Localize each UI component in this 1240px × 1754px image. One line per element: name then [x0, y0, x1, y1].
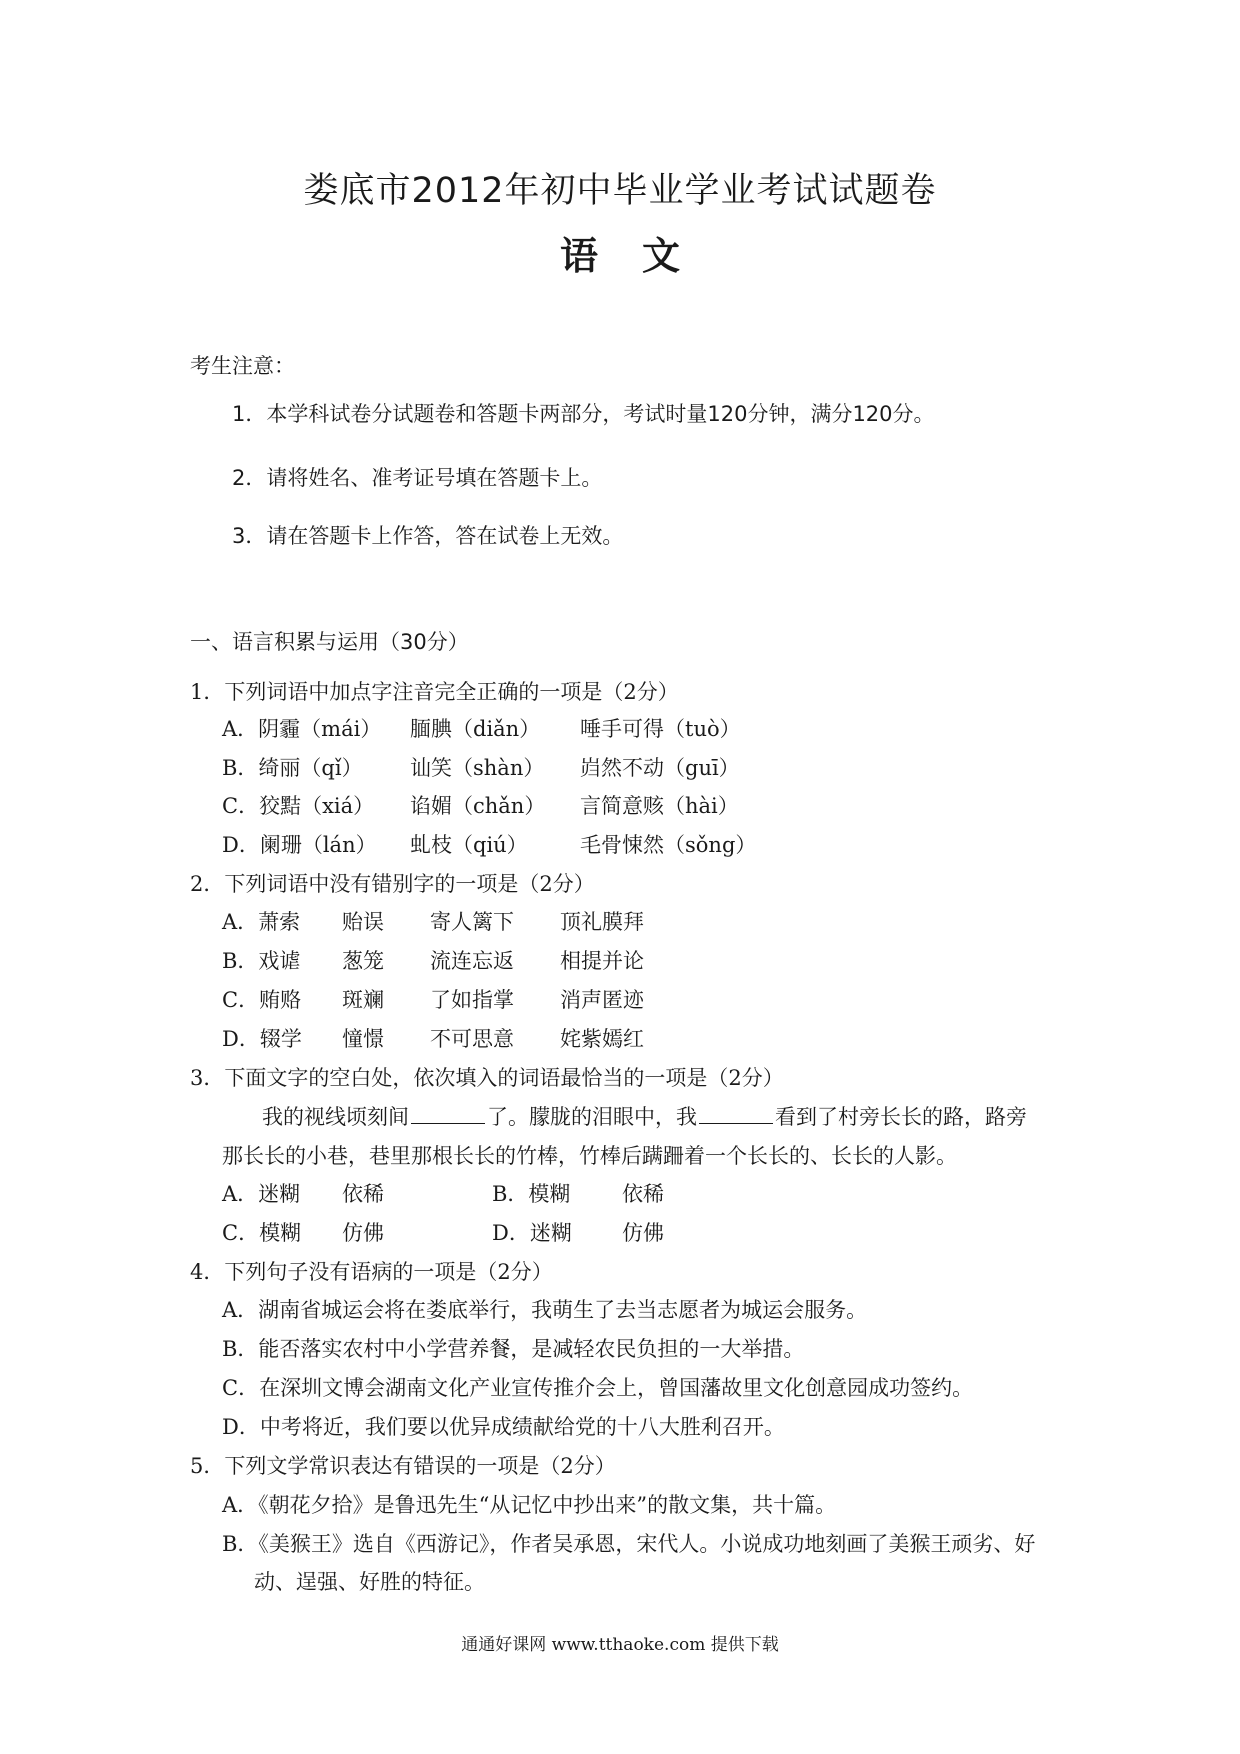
q3-option-a-2: 依稀: [342, 1182, 384, 1206]
question-3-stem: 3．下面文字的空白处，依次填入的词语最恰当的一项是（2分）: [190, 1066, 784, 1090]
q1-option-a-3: 唾手可得（tuò）: [580, 717, 741, 741]
q3-option-b-2: 依稀: [622, 1182, 664, 1206]
q1-option-d-2: 虬枝（qiú）: [410, 833, 528, 857]
q1-option-b-2: 讪笑（shàn）: [410, 756, 545, 780]
q2-option-c-3: 了如指掌: [430, 988, 514, 1012]
q3-option-c-2: 仿佛: [342, 1221, 384, 1245]
q1-option-b-3: 岿然不动（guī）: [580, 756, 740, 780]
q2-option-d-4: 姹紫嫣红: [560, 1027, 644, 1051]
q4-option-d: D．中考将近，我们要以优异成绩献给党的十八大胜利召开。: [222, 1415, 785, 1439]
question-1-stem: 1．下列词语中加点字注音完全正确的一项是（2分）: [190, 680, 679, 704]
fill-blank-2: [699, 1105, 773, 1124]
q3-option-d-2: 仿佛: [622, 1221, 664, 1245]
q2-option-b-2: 葱笼: [342, 949, 384, 973]
q5-option-b-line-2: 动、逞强、好胜的特征。: [254, 1570, 485, 1594]
q5-option-a: A．《朝花夕拾》是鲁迅先生“从记忆中抄出来”的散文集，共十篇。: [222, 1493, 837, 1517]
question-3-passage-line-1: [262, 1101, 1027, 1131]
q2-option-c-1: C．贿赂: [222, 988, 302, 1012]
q4-option-b: B．能否落实农村中小学营养餐，是减轻农民负担的一大举措。: [222, 1337, 805, 1361]
q2-option-c-4: 消声匿迹: [560, 988, 644, 1012]
question-3-passage-line-2: 那长长的小巷，巷里那根长长的竹棒，竹棒后蹒跚着一个长长的、长长的人影。: [222, 1144, 957, 1168]
notice-item-1: 1．本学科试卷分试题卷和答题卡两部分，考试时量120分钟，满分120分。: [232, 402, 935, 426]
q2-option-a-1: A．萧索: [222, 910, 301, 934]
q1-option-a-2: 腼腆（diǎn）: [410, 717, 541, 741]
q4-option-c: C．在深圳文博会湖南文化产业宣传推介会上，曾国藩故里文化创意园成功签约。: [222, 1376, 974, 1400]
q2-option-d-2: 憧憬: [342, 1027, 384, 1051]
q2-option-a-4: 顶礼膜拜: [560, 910, 644, 934]
q1-option-d-1: D．阑珊（lán）: [222, 833, 377, 857]
q1-option-c-3: 言简意赅（hài）: [580, 794, 739, 818]
q3-passage-part-1: 我的视线顷刻间: [262, 1105, 409, 1129]
q2-option-a-3: 寄人篱下: [430, 910, 514, 934]
q2-option-b-1: B．戏谑: [222, 949, 301, 973]
q1-option-c-1: C．狡黠（xiá）: [222, 794, 375, 818]
q2-option-c-2: 斑斓: [342, 988, 384, 1012]
q1-option-a-1: A．阴霾（mái）: [222, 717, 382, 741]
q3-passage-part-3: 看到了村旁长长的路，路旁: [775, 1105, 1027, 1129]
q2-option-a-2: 贻误: [342, 910, 384, 934]
exam-title: 娄底市2012年初中毕业学业考试试题卷: [303, 171, 937, 211]
notice-heading: 考生注意：: [190, 354, 295, 378]
question-4-stem: 4．下列句子没有语病的一项是（2分）: [190, 1260, 553, 1284]
footer-source: 通通好课网 www.tthaoke.com 提供下载: [461, 1635, 779, 1655]
q2-option-b-4: 相提并论: [560, 949, 644, 973]
q3-option-c-1: C．模糊: [222, 1221, 302, 1245]
question-5-stem: 5．下列文学常识表达有错误的一项是（2分）: [190, 1454, 616, 1478]
q2-option-d-1: D．辍学: [222, 1027, 302, 1051]
fill-blank-1: [411, 1105, 485, 1124]
question-2-stem: 2．下列词语中没有错别字的一项是（2分）: [190, 872, 595, 896]
notice-item-2: 2．请将姓名、准考证号填在答题卡上。: [232, 466, 603, 490]
subject-title: 语文: [559, 233, 724, 278]
q3-passage-part-2: 了。朦胧的泪眼中，我: [487, 1105, 697, 1129]
notice-item-3: 3．请在答题卡上作答，答在试卷上无效。: [232, 524, 624, 548]
q3-option-a-1: A．迷糊: [222, 1182, 301, 1206]
q3-option-d-1: D．迷糊: [492, 1221, 572, 1245]
q1-option-c-2: 谄媚（chǎn）: [410, 794, 546, 818]
q1-option-b-1: B．绮丽（qǐ）: [222, 756, 363, 780]
q5-option-b-line-1: B．《美猴王》选自《西游记》，作者吴承恩，宋代人。小说成功地刻画了美猴王顽劣、好: [222, 1532, 1036, 1556]
q4-option-a: A．湖南省城运会将在娄底举行，我萌生了去当志愿者为城运会服务。: [222, 1298, 868, 1322]
section-heading: 一、语言积累与运用（30分）: [190, 630, 469, 654]
q2-option-d-3: 不可思意: [430, 1027, 514, 1051]
q2-option-b-3: 流连忘返: [430, 949, 514, 973]
q1-option-d-3: 毛骨悚然（sǒng）: [580, 833, 757, 857]
q3-option-b-1: B．模糊: [492, 1182, 571, 1206]
